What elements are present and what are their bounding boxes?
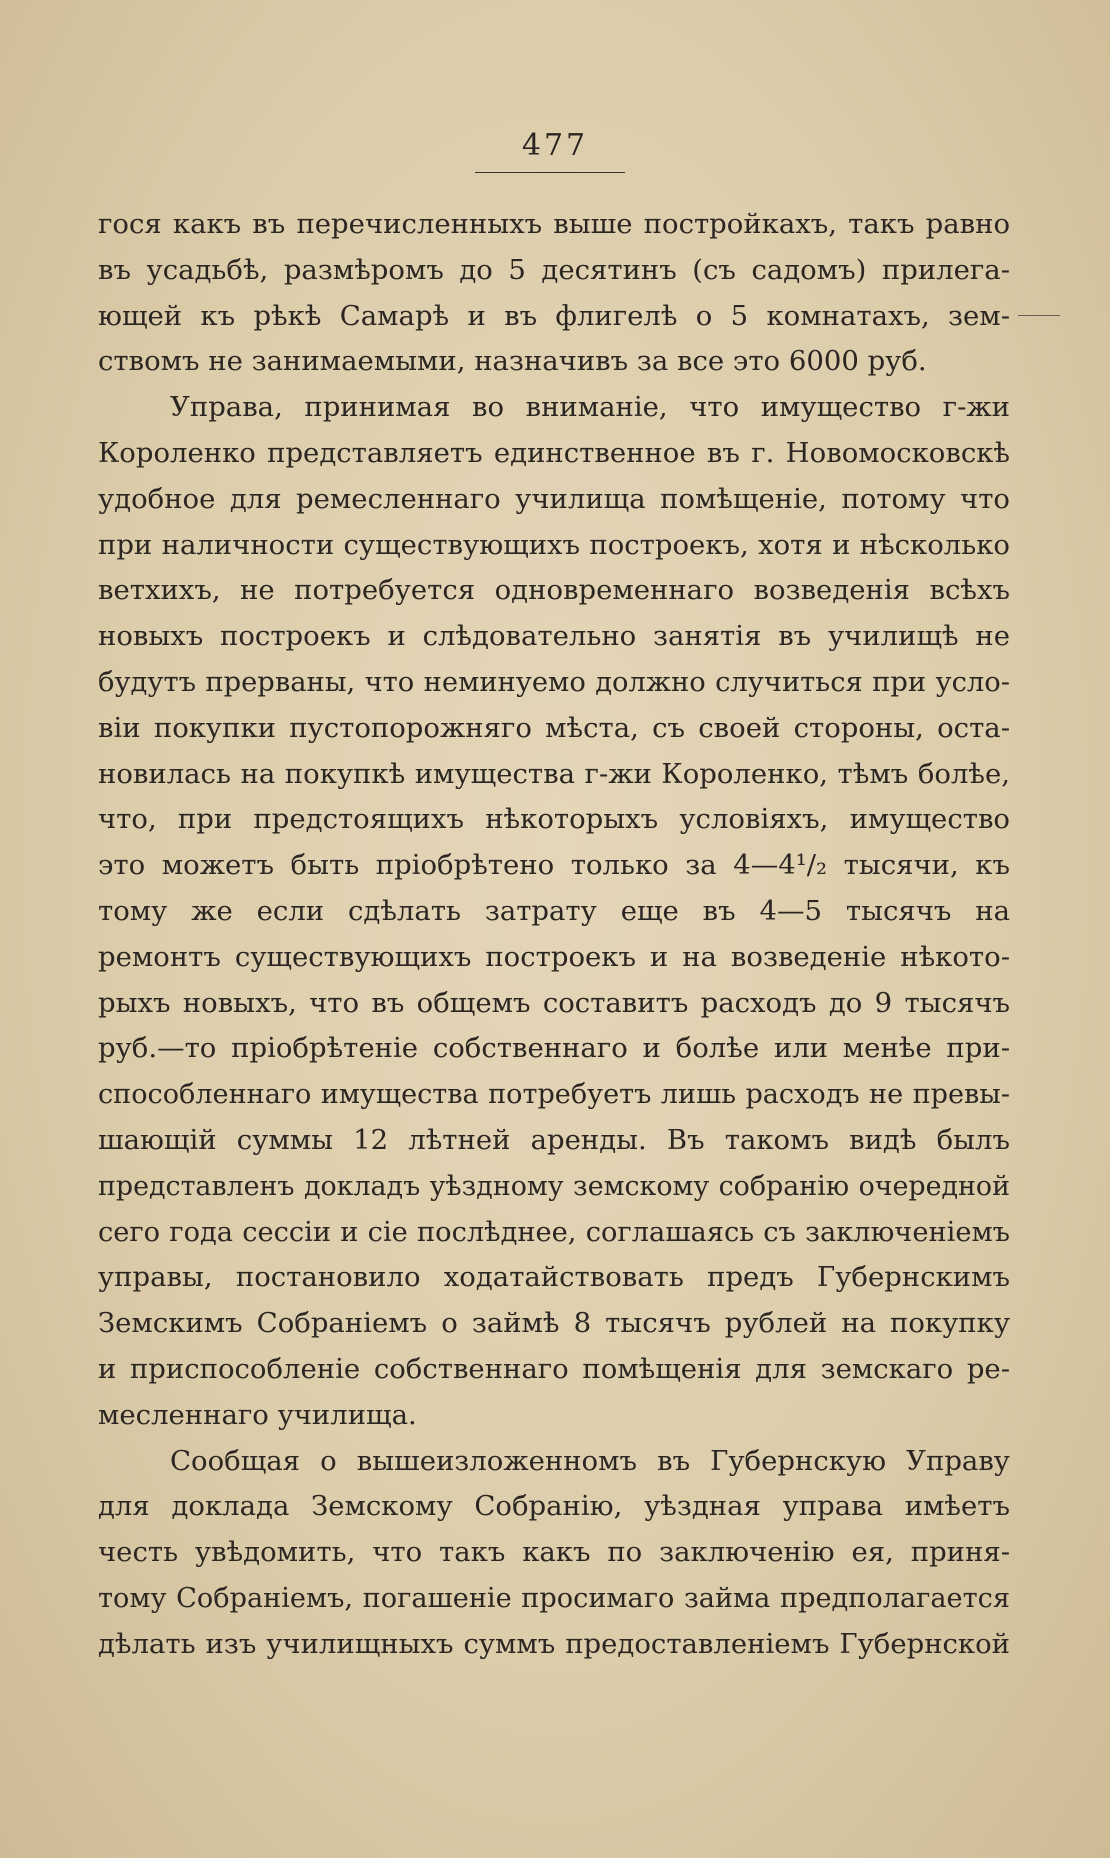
text-line: дѣлать изъ училищныхъ суммъ предоставленіемъ Губернской [98, 1627, 1010, 1660]
text-line: ремонтъ существующихъ построекъ и на возведеніе нѣкото- [98, 940, 1010, 973]
text-line: шающій суммы 12 лѣтней аренды. Въ такомъ видѣ былъ [98, 1123, 1010, 1156]
text-line: тому же если сдѣлать затрату еще въ 4—5 тысячъ на [98, 894, 1010, 927]
page-number: 477 [521, 128, 589, 163]
text-line: рыхъ новыхъ, что въ общемъ составитъ расходъ до 9 тысячъ [98, 986, 1010, 1019]
text-line: ветхихъ, не потребуется одновременнаго возведенія всѣхъ [98, 574, 1010, 607]
text-line: въ усадьбѣ, размѣромъ до 5 десятинъ (съ садомъ) прилега- [98, 253, 1010, 286]
text-line: и приспособленіе собственнаго помѣщенія для земскаго ре- [98, 1352, 1010, 1385]
text-line: віи покупки пустопорожняго мѣста, съ своей стороны, оста- [98, 711, 1010, 744]
text-line: ющей къ рѣкѣ Самарѣ и въ флигелѣ о 5 комнатахъ, зем- [98, 299, 1010, 332]
text-line: удобное для ремесленнаго училища помѣщеніе, потому что [98, 482, 1010, 515]
text-line: Короленко представляетъ единственное въ г. Новомосковскѣ [98, 436, 1010, 469]
margin-mark [1018, 315, 1060, 316]
text-line: представленъ докладъ уѣздному земскому собранію очередной [98, 1170, 1010, 1202]
text-line: честь увѣдомить, что такъ какъ по заключенію ея, приня- [98, 1536, 1010, 1569]
text-line: месленнаго училища. [98, 1398, 417, 1431]
text-line: управы, постановило ходатайствовать предъ Губернскимъ [98, 1261, 1010, 1294]
text-line: Земскимъ Собраніемъ о займѣ 8 тысячъ рублей на покупку [98, 1307, 1010, 1340]
body-text [98, 202, 1010, 1668]
text-line: что, при предстоящихъ нѣкоторыхъ условіяхъ, имущество [98, 803, 1010, 836]
text-line: для доклада Земскому Собранію, уѣздная управа имѣетъ [98, 1490, 1010, 1523]
header-rule [475, 172, 625, 173]
text-line: новыхъ построекъ и слѣдовательно занятія въ училищѣ не [98, 620, 1010, 653]
text-line: гося какъ въ перечисленныхъ выше постройкахъ, такъ равно [98, 208, 1010, 240]
text-line: будутъ прерваны, что неминуемо должно случиться при усло- [98, 666, 1010, 698]
text-line: Управа, принимая во вниманіе, что имущество г-жи [170, 391, 1010, 424]
text-line: при наличности существующихъ построекъ, хотя и нѣсколько [98, 528, 1010, 561]
text-line: способленнаго имущества потребуетъ лишь расходъ не превы- [98, 1079, 1010, 1111]
text-line: тому Собраніемъ, погашеніе просимаго займа предполагается [98, 1582, 1010, 1614]
text-line: новилась на покупкѣ имущества г-жи Короленко, тѣмъ болѣе, [98, 757, 1010, 790]
text-line: это можетъ быть пріобрѣтено только за 4—4¹/₂ тысячи, къ [98, 849, 1010, 882]
text-line: ствомъ не занимаемыми, назначивъ за все это 6000 руб. [98, 345, 927, 378]
text-line: руб.—то пріобрѣтеніе собственнаго и болѣе или менѣе при- [98, 1032, 1010, 1065]
text-line: Сообщая о вышеизложенномъ въ Губернскую Управу [170, 1444, 1010, 1477]
text-line: сего года сессіи и сіе послѣднее, соглашаясь съ заключеніемъ [98, 1216, 1010, 1248]
